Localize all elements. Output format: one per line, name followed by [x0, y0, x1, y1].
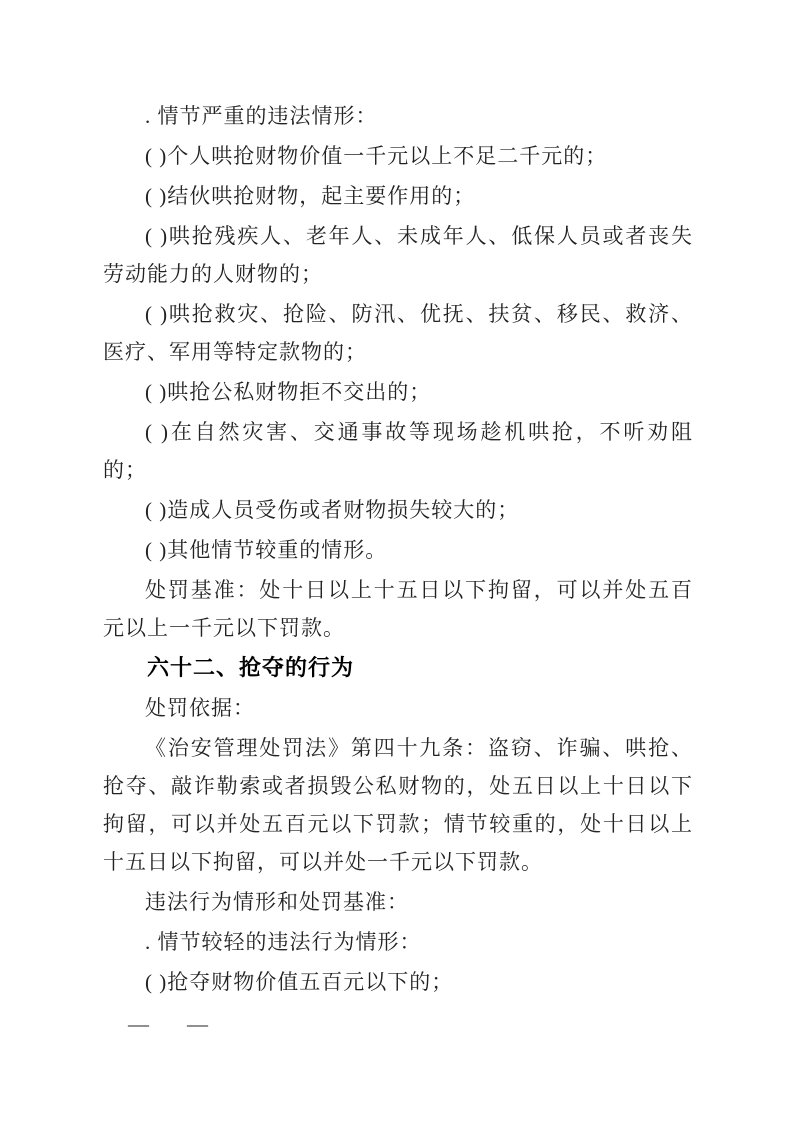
paragraph-severe-circumstances-label: . 情节严重的违法情形：: [145, 104, 378, 128]
footer-dash-right: —: [187, 1012, 209, 1036]
footer-dash-left: —: [128, 1012, 150, 1036]
paragraph-item-snatching-value-under-500: ( )抢夺财物价值五百元以下的；: [145, 970, 454, 994]
paragraph-law-article-49: 《治安管理处罚法》第四十九条：盗窃、诈骗、哄抢、抢夺、敲诈勒索或者损毁公私财物的，处五日以上十日以下拘留，可以并处五百元以下罚款；情节较重的，处十日以上十五日以下拘留，可以并处一千元以下罚款。: [103, 736, 693, 874]
paragraph-item-causing-injury-or-loss: ( )造成人员受伤或者财物损失较大的；: [145, 498, 520, 522]
paragraph-item-looting-at-disaster-scene: ( )在自然灾害、交通事故等现场趁机哄抢，不听劝阻的；: [103, 420, 693, 482]
page-footer: [103, 1012, 693, 1036]
paragraph-punishment-basis-label: 处罚依据：: [145, 696, 255, 720]
paragraph-punishment-standard: 处罚基准：处十日以上十五日以下拘留，可以并处五百元以上一千元以下罚款。: [103, 578, 693, 640]
paragraph-item-refusing-to-return-property: ( )哄抢公私财物拒不交出的；: [145, 380, 432, 404]
paragraph-item-looting-special-funds: ( )哄抢救灾、抢险、防汛、优抚、扶贫、移民、救济、医疗、军用等特定款物的；: [103, 302, 693, 364]
paragraph-item-individual-looting-value: ( )个人哄抢财物价值一千元以上不足二千元的；: [145, 144, 608, 168]
paragraph-item-other-serious-circumstances: ( )其他情节较重的情形。: [145, 538, 388, 562]
paragraph-violation-and-standard-label: 违法行为情形和处罚基准：: [145, 890, 409, 914]
paragraph-minor-circumstances-label: . 情节较轻的违法行为情形：: [145, 930, 422, 954]
section-heading-62-snatching: 六十二、抢夺的行为: [147, 655, 355, 680]
paragraph-item-looting-vulnerable-persons: ( )哄抢残疾人、老年人、未成年人、低保人员或者丧失劳动能力的人财物的；: [103, 224, 693, 286]
paragraph-item-group-looting-main-role: ( )结伙哄抢财物，起主要作用的；: [145, 184, 476, 208]
